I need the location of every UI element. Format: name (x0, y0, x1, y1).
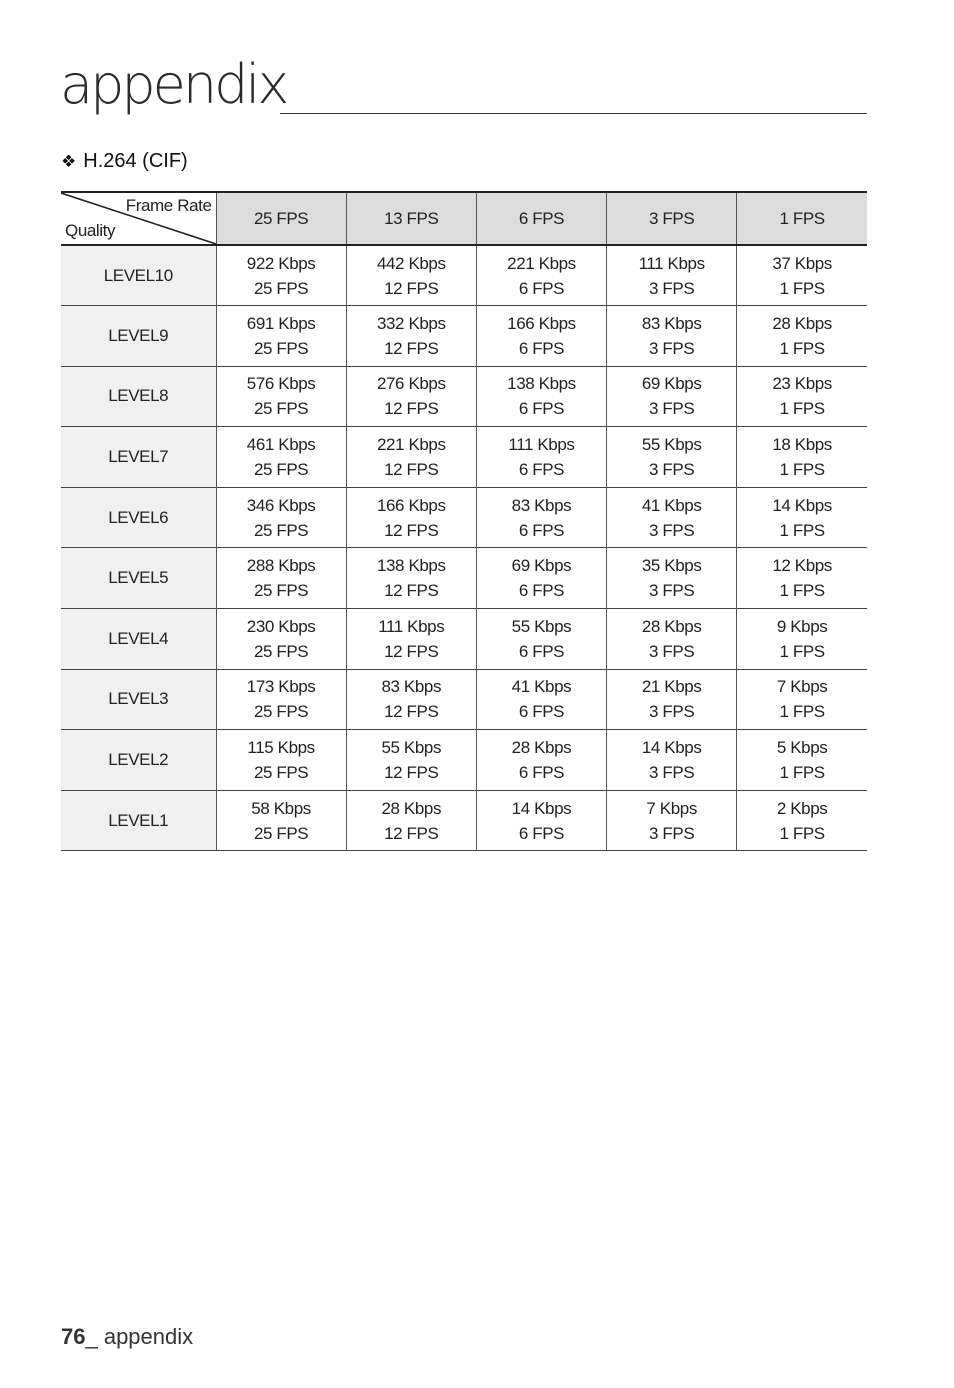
bitrate-value: 28 Kbps (772, 313, 832, 333)
table-row (61, 366, 867, 427)
table-cell (346, 245, 476, 306)
page-number: 76 (61, 1324, 86, 1349)
fps-value: 25 FPS (253, 460, 309, 480)
row-label: LEVEL8 (61, 366, 216, 427)
bitrate-value: 14 Kbps (641, 738, 702, 758)
bitrate-value: 7 Kbps (776, 677, 828, 697)
row-label: LEVEL1 (61, 790, 216, 851)
table-cell (346, 427, 476, 488)
fps-value: 25 FPS (253, 278, 309, 298)
bitrate-value: 7 Kbps (646, 798, 697, 818)
fps-value: 3 FPS (649, 763, 695, 783)
row-label: LEVEL7 (61, 427, 216, 488)
bitrate-value: 9 Kbps (776, 616, 828, 636)
table-cell (476, 609, 606, 670)
fps-value: 25 FPS (253, 399, 309, 419)
bitrate-value: 41 Kbps (641, 495, 702, 515)
bitrate-value: 14 Kbps (511, 798, 572, 818)
bitrate-value: 166 Kbps (376, 495, 446, 515)
fps-value: 12 FPS (384, 520, 439, 540)
fps-value: 6 FPS (518, 641, 565, 661)
table-row (61, 487, 867, 548)
table-cell (476, 669, 606, 730)
page-footer (61, 1324, 193, 1350)
table-row (61, 669, 867, 730)
table-row (61, 609, 867, 670)
fps-value: 1 FPS (779, 823, 825, 843)
fps-value: 3 FPS (649, 823, 695, 843)
fps-value: 6 FPS (518, 763, 565, 783)
table-row (61, 548, 867, 609)
table-row (61, 306, 867, 367)
table-cell (607, 427, 737, 488)
fps-value: 12 FPS (384, 460, 439, 480)
section-title-text: H.264 (CIF) (83, 150, 188, 172)
bitrate-value: 28 Kbps (641, 616, 702, 636)
table-cell (346, 366, 476, 427)
bitrate-value: 288 Kbps (246, 556, 316, 576)
table-cell (216, 306, 346, 367)
bitrate-value: 221 Kbps (507, 253, 576, 273)
row-label: LEVEL5 (61, 548, 216, 609)
bitrate-value: 58 Kbps (251, 798, 311, 818)
bitrate-value: 691 Kbps (246, 313, 316, 333)
bitrate-value: 23 Kbps (772, 374, 832, 394)
fps-value: 6 FPS (518, 823, 565, 843)
bitrate-value: 346 Kbps (246, 495, 316, 515)
bitrate-value: 173 Kbps (246, 677, 316, 697)
table-cell (346, 669, 476, 730)
fps-value: 1 FPS (779, 702, 825, 722)
column-header: 25 FPS (216, 192, 346, 245)
bitrate-value: 83 Kbps (511, 495, 572, 515)
fps-value: 6 FPS (518, 338, 565, 358)
fps-value: 6 FPS (518, 702, 565, 722)
fps-value: 1 FPS (779, 460, 825, 480)
table-cell (737, 245, 867, 306)
table-row (61, 730, 867, 791)
fps-value: 25 FPS (253, 702, 309, 722)
table-cell (476, 306, 606, 367)
bitrate-value: 21 Kbps (641, 677, 702, 697)
fps-value: 12 FPS (384, 702, 439, 722)
bitrate-value: 442 Kbps (376, 253, 446, 273)
table-cell (607, 306, 737, 367)
fps-value: 12 FPS (384, 581, 439, 601)
bitrate-value: 55 Kbps (511, 616, 572, 636)
corner-quality-label: Quality (65, 221, 116, 240)
fps-value: 6 FPS (518, 278, 565, 298)
fps-value: 1 FPS (779, 338, 825, 358)
fps-value: 1 FPS (779, 278, 825, 298)
table-row (61, 790, 867, 851)
table-cell (737, 306, 867, 367)
table-cell (476, 427, 606, 488)
bitrate-value: 28 Kbps (381, 798, 442, 818)
column-header: 1 FPS (737, 192, 867, 245)
row-label: LEVEL10 (61, 245, 216, 306)
fps-value: 6 FPS (518, 581, 565, 601)
table-row (61, 427, 867, 488)
fps-value: 3 FPS (649, 278, 695, 298)
fps-value: 12 FPS (384, 823, 439, 843)
bitrate-value: 111 Kbps (638, 253, 705, 273)
table-cell (216, 427, 346, 488)
fps-value: 3 FPS (649, 460, 695, 480)
row-label: LEVEL9 (61, 306, 216, 367)
table-cell (607, 790, 737, 851)
table-cell (607, 730, 737, 791)
table-cell (346, 790, 476, 851)
table-cell (346, 306, 476, 367)
fps-value: 25 FPS (253, 763, 309, 783)
table-cell (346, 730, 476, 791)
fps-value: 25 FPS (253, 520, 309, 540)
table-cell (476, 790, 606, 851)
bitrate-value: 138 Kbps (376, 556, 446, 576)
table-cell (346, 548, 476, 609)
bitrate-value: 28 Kbps (511, 738, 572, 758)
bitrate-value: 230 Kbps (246, 616, 316, 636)
bitrate-value: 5 Kbps (776, 738, 828, 758)
table-cell (216, 245, 346, 306)
fps-value: 12 FPS (384, 278, 439, 298)
column-header: 13 FPS (346, 192, 476, 245)
fps-value: 1 FPS (779, 641, 825, 661)
diamond-bullet-icon: ❖ (61, 151, 77, 171)
fps-value: 1 FPS (779, 763, 825, 783)
fps-value: 25 FPS (253, 338, 309, 358)
bitrate-value: 37 Kbps (772, 253, 832, 273)
footer-text: _ appendix (85, 1324, 194, 1349)
bitrate-value: 115 Kbps (247, 738, 315, 758)
fps-value: 3 FPS (649, 581, 695, 601)
bitrate-value: 111 Kbps (508, 435, 575, 455)
row-label: LEVEL4 (61, 609, 216, 670)
table-body (61, 245, 867, 851)
bitrate-table (61, 191, 867, 851)
table-cell (476, 487, 606, 548)
bitrate-value: 83 Kbps (381, 677, 442, 697)
bitrate-value: 18 Kbps (772, 435, 832, 455)
bitrate-value: 221 Kbps (376, 435, 446, 455)
bitrate-value: 2 Kbps (776, 798, 828, 818)
table-cell (216, 790, 346, 851)
fps-value: 1 FPS (779, 399, 825, 419)
table-cell (737, 609, 867, 670)
table-cell (737, 487, 867, 548)
bitrate-value: 55 Kbps (381, 738, 442, 758)
row-label: LEVEL6 (61, 487, 216, 548)
table-cell (607, 669, 737, 730)
table-cell (737, 730, 867, 791)
corner-cell (61, 192, 216, 245)
fps-value: 12 FPS (384, 338, 439, 358)
fps-value: 1 FPS (779, 581, 825, 601)
fps-value: 12 FPS (384, 641, 439, 661)
column-header: 6 FPS (476, 192, 606, 245)
fps-value: 3 FPS (649, 399, 695, 419)
table-cell (216, 609, 346, 670)
table-header-row (61, 192, 867, 245)
fps-value: 3 FPS (649, 338, 695, 358)
bitrate-value: 55 Kbps (641, 435, 702, 455)
table-cell (476, 366, 606, 427)
fps-value: 6 FPS (518, 520, 565, 540)
fps-value: 1 FPS (779, 520, 825, 540)
table-row (61, 245, 867, 306)
fps-value: 3 FPS (649, 520, 695, 540)
bitrate-value: 332 Kbps (376, 313, 446, 333)
bitrate-value: 166 Kbps (507, 313, 576, 333)
table-cell (737, 366, 867, 427)
bitrate-value: 922 Kbps (246, 253, 316, 273)
bitrate-value: 14 Kbps (772, 495, 832, 515)
table-cell (607, 548, 737, 609)
fps-value: 6 FPS (518, 460, 565, 480)
section-title (61, 150, 188, 173)
fps-value: 6 FPS (518, 399, 565, 419)
table-cell (476, 245, 606, 306)
fps-value: 3 FPS (649, 641, 695, 661)
bitrate-value: 69 Kbps (511, 556, 572, 576)
bitrate-value: 12 Kbps (772, 556, 832, 576)
bitrate-value: 35 Kbps (641, 556, 702, 576)
bitrate-value: 276 Kbps (376, 374, 446, 394)
fps-value: 12 FPS (384, 399, 439, 419)
fps-value: 25 FPS (253, 823, 309, 843)
table-cell (737, 548, 867, 609)
bitrate-value: 138 Kbps (507, 374, 576, 394)
table-cell (216, 669, 346, 730)
bitrate-value: 69 Kbps (641, 374, 702, 394)
fps-value: 3 FPS (649, 702, 695, 722)
bitrate-value: 111 Kbps (378, 616, 445, 636)
table-cell (216, 730, 346, 791)
table-cell (476, 730, 606, 791)
table-cell (607, 487, 737, 548)
column-header: 3 FPS (607, 192, 737, 245)
table-cell (216, 548, 346, 609)
table-cell (607, 609, 737, 670)
table-cell (216, 366, 346, 427)
table-cell (476, 548, 606, 609)
row-label: LEVEL3 (61, 669, 216, 730)
fps-value: 12 FPS (384, 763, 439, 783)
corner-frame-rate-label: Frame Rate (125, 196, 212, 215)
table-cell (607, 366, 737, 427)
page-title: appendix (60, 53, 287, 116)
bitrate-value: 576 Kbps (246, 374, 316, 394)
table-cell (737, 427, 867, 488)
bitrate-value: 461 Kbps (246, 435, 316, 455)
bitrate-value: 41 Kbps (511, 677, 572, 697)
table-cell (216, 487, 346, 548)
title-rule (280, 113, 867, 114)
fps-value: 25 FPS (253, 641, 309, 661)
table-cell (607, 245, 737, 306)
table-cell (346, 487, 476, 548)
fps-value: 25 FPS (253, 581, 309, 601)
bitrate-value: 83 Kbps (641, 313, 702, 333)
table-cell (737, 790, 867, 851)
row-label: LEVEL2 (61, 730, 216, 791)
table-cell (737, 669, 867, 730)
table-cell (346, 609, 476, 670)
